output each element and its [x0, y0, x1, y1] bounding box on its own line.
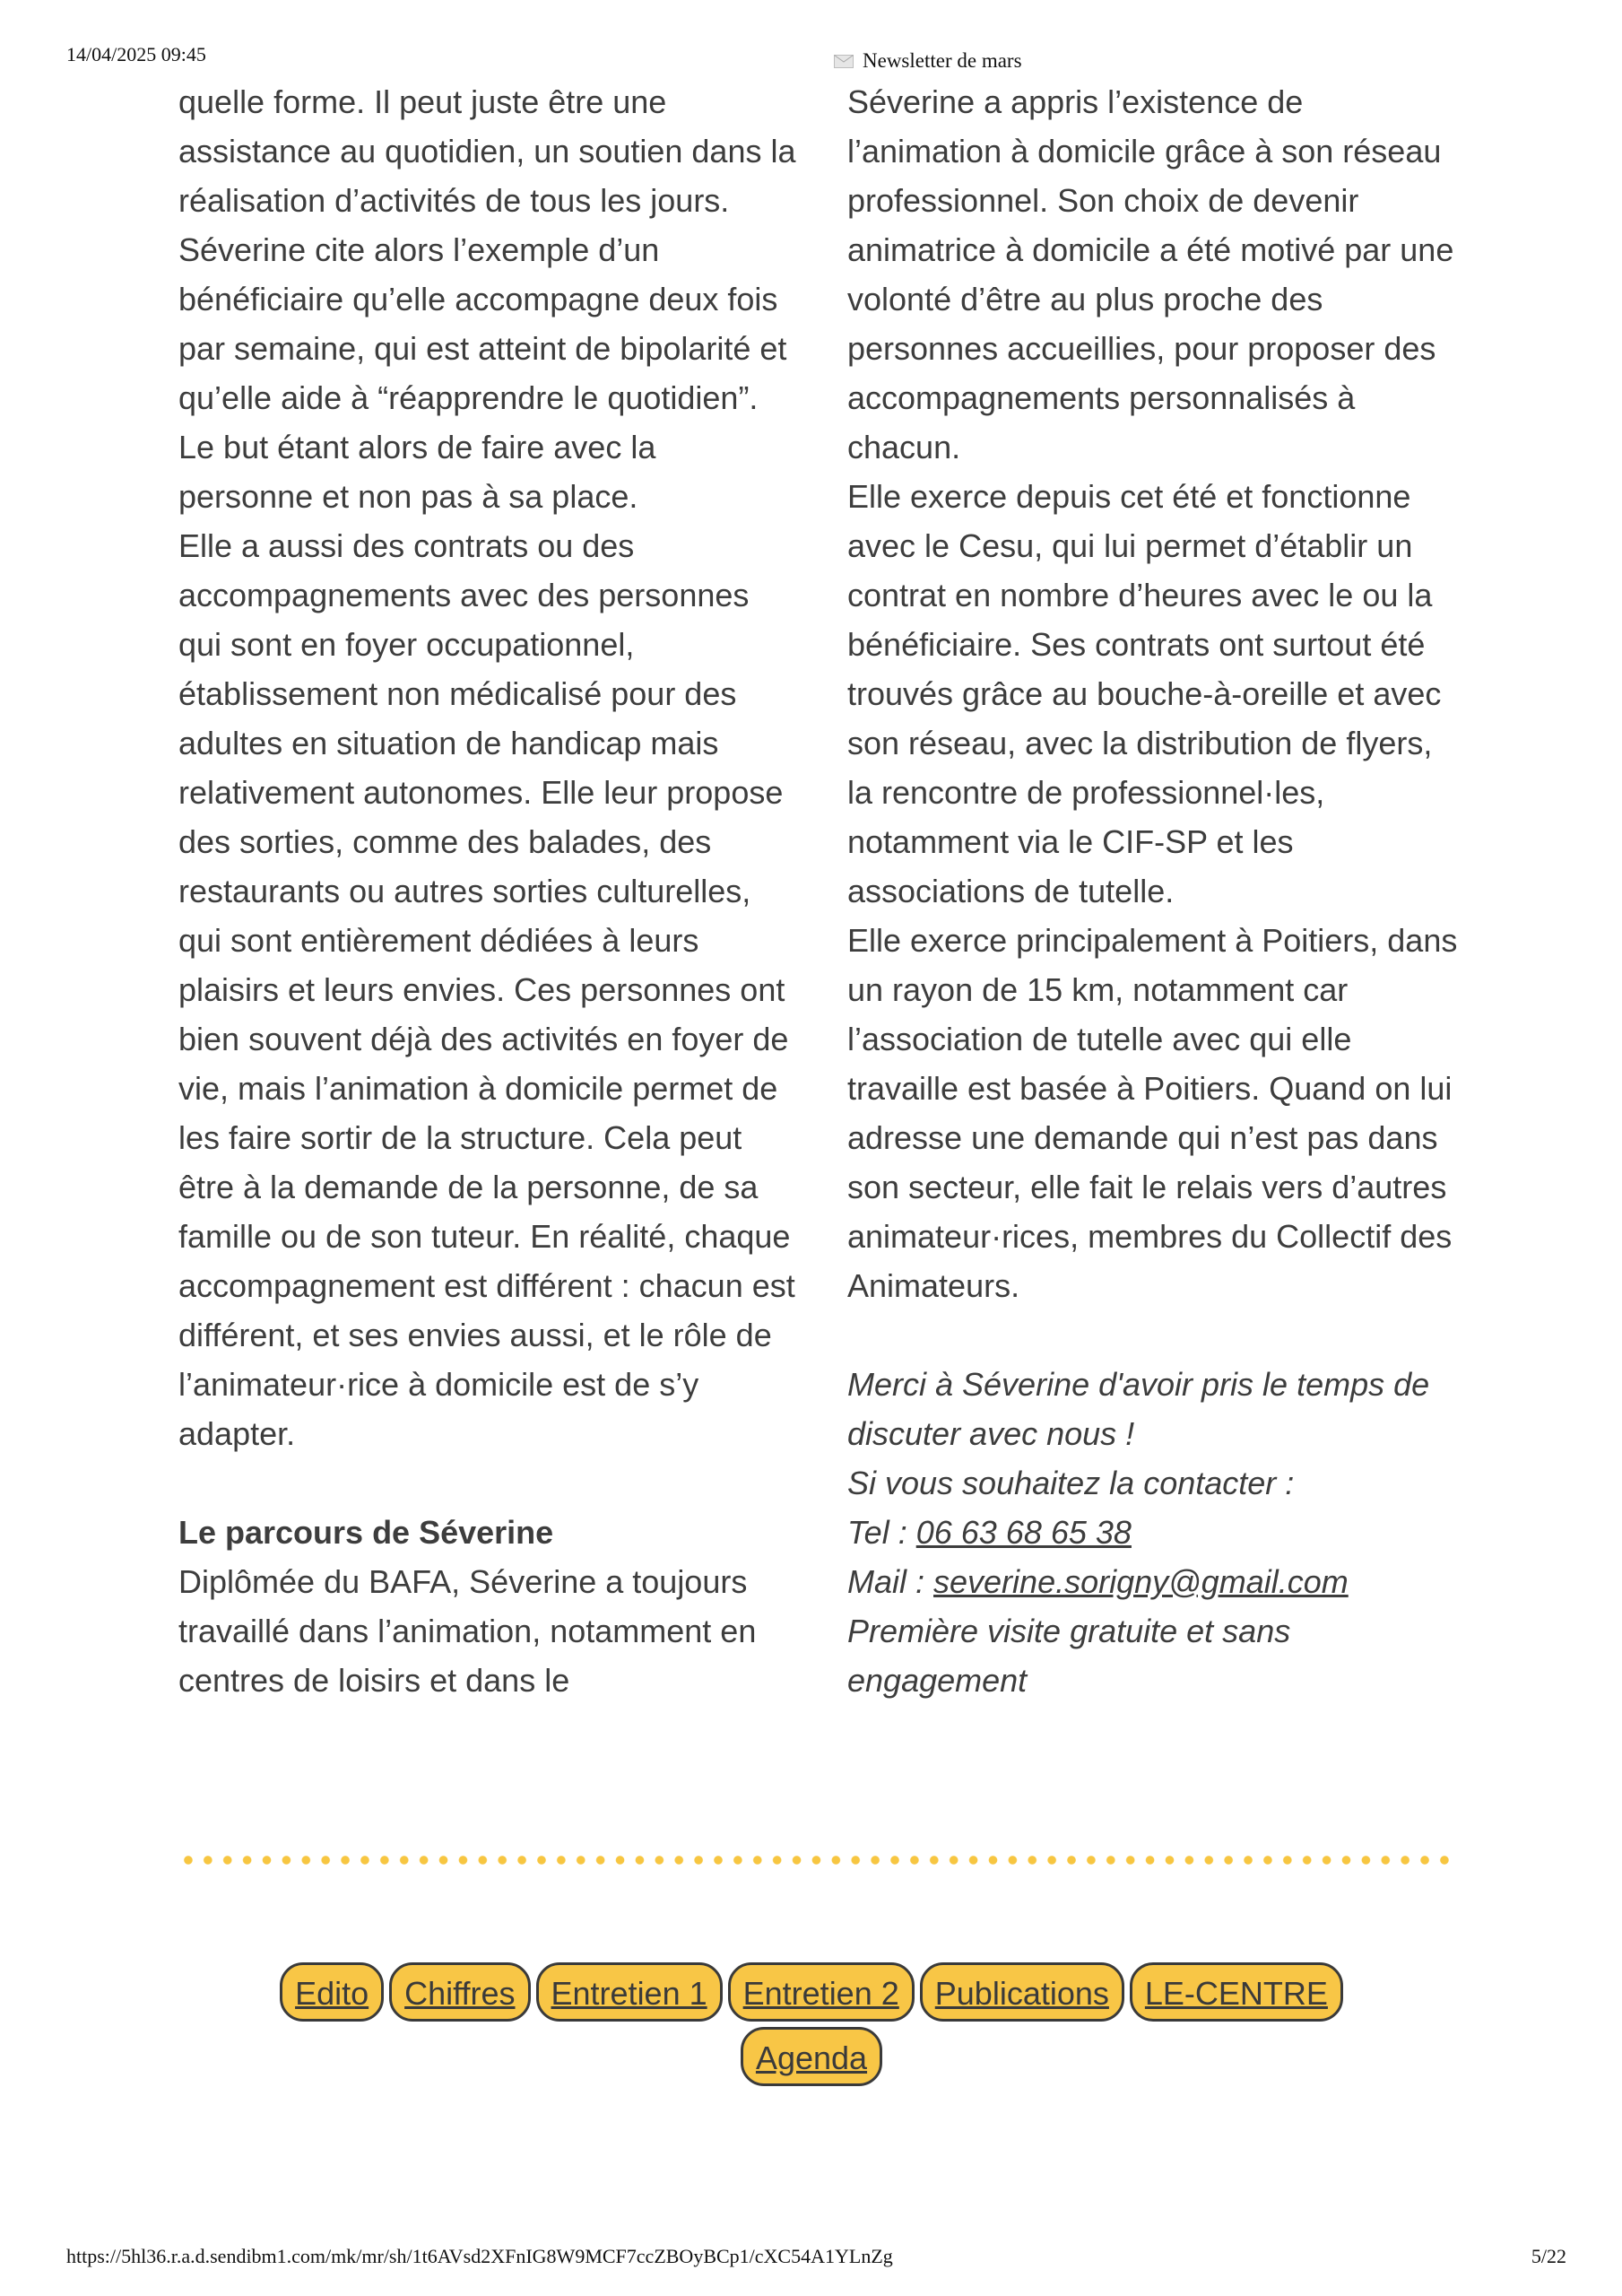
contact-intro: Si vous souhaitez la contacter : [847, 1465, 1295, 1501]
dotted-divider [178, 1854, 1456, 1866]
mail-label: Mail : [847, 1563, 934, 1600]
left-column [178, 77, 797, 1705]
print-footer-url: https://5hl36.r.a.d.sendibm1.com/mk/mr/sh/1t6AVsd2XFnIG8W9MCF7ccZBOyBCp1/cXC54A1YLnZg [66, 2245, 893, 2267]
left-paragraph-3: Diplômée du BAFA, Séverine a toujours travaillé dans l’animation, notamment en centres de loisirs et dans le [178, 1563, 757, 1699]
tel-label: Tel : [847, 1514, 916, 1551]
thanks-text: Merci à Séverine d'avoir pris le temps de discuter avec nous ! [847, 1366, 1430, 1452]
section-subheading: Le parcours de Séverine [178, 1514, 554, 1551]
paragraph-spacer [847, 1310, 1466, 1360]
right-paragraph-2: Elle exerce depuis cet été et fonctionne avec le Cesu, qui lui permet d’établir un contrat en nombre d’heures avec le ou la bénéficiaire. Ses contrats ont surtout été trouvés grâce au bouche-à-oreille et avec son réseau, avec la distribution de flyers, la rencontre de professionnel·les, notamment via le CIF-SP et les associations de tutelle. [847, 478, 1442, 909]
left-paragraph-1: quelle forme. Il peut juste être une assistance au quotidien, un soutien dans la réalisation d’activités de tous les jours. Séverine cite alors l’exemple d’un bénéficiaire qu’elle accompagne deux fois par semaine, qui est atteint de bipolarité et qu’elle aide à “réapprendre le quotidien”. Le but étant alors de faire avec la personne et non pas à sa place. [178, 83, 796, 515]
left-paragraph-2: Elle a aussi des contrats ou des accompagnements avec des personnes qui sont en foyer occupationnel, établissement non médicalisé pour des adultes en situation de handicap mais relativement autonomes. Elle leur propose des sorties, comme des balades, des restaurants ou autres sorties culturelles, qui sont entièrement dédiées à leurs plaisirs et leurs envies. Ces personnes ont bien souvent déjà des activités en foyer de vie, mais l’animation à domicile permet de les faire sortir de la structure. Cela peut être à la demande de la personne, de sa famille ou de son tuteur. En réalité, chaque accompagnement est différent : chacun est différent, et ses envies aussi, et le rôle de l’animateur·rice à domicile est de s’y adapter. [178, 527, 795, 1452]
right-column [847, 77, 1466, 1705]
nav-button-le-centre[interactable]: LE-CENTRE [1130, 1962, 1343, 2022]
nav-button-edito[interactable]: Edito [280, 1962, 384, 2022]
print-header-title: Newsletter de mars [863, 49, 1022, 72]
nav-button-publications[interactable]: Publications [920, 1962, 1124, 2022]
offer-text: Première visite gratuite et sans engagement [847, 1613, 1291, 1699]
nav-button-entretien-2[interactable]: Entretien 2 [728, 1962, 915, 2022]
right-paragraph-3: Elle exerce principalement à Poitiers, dans un rayon de 15 km, notamment car l’association de tutelle avec qui elle travaille est basée à Poitiers. Quand on lui adresse une demande qui n’est pas dans son secteur, elle fait le relais vers d’autres animateur·rices, membres du Collectif des Animateurs. [847, 922, 1458, 1304]
nav-button-entretien-1[interactable]: Entretien 1 [536, 1962, 723, 2022]
contact-mail-line [847, 1557, 1466, 1606]
nav-button-agenda[interactable]: Agenda [741, 2027, 882, 2086]
print-header-datetime: 14/04/2025 09:45 [66, 43, 206, 65]
paragraph-spacer [178, 1458, 797, 1508]
right-paragraph-1: Séverine a appris l’existence de l’animation à domicile grâce à son réseau professionnel. Son choix de devenir animatrice à domicile a été motivé par une volonté d’être au plus proche des personnes accueillies, pour proposer des accompagnements personnalisés à chacun. [847, 83, 1454, 465]
mail-icon [834, 55, 854, 68]
mail-link[interactable]: severine.sorigny@gmail.com [933, 1563, 1349, 1600]
print-footer-page: 5/22 [1531, 2245, 1566, 2267]
nav-button-chiffres[interactable]: Chiffres [389, 1962, 530, 2022]
contact-tel-line [847, 1508, 1466, 1557]
print-header-title-wrap [834, 49, 1022, 73]
newsletter-nav [224, 1962, 1399, 2086]
tel-link[interactable]: 06 63 68 65 38 [915, 1514, 1132, 1551]
